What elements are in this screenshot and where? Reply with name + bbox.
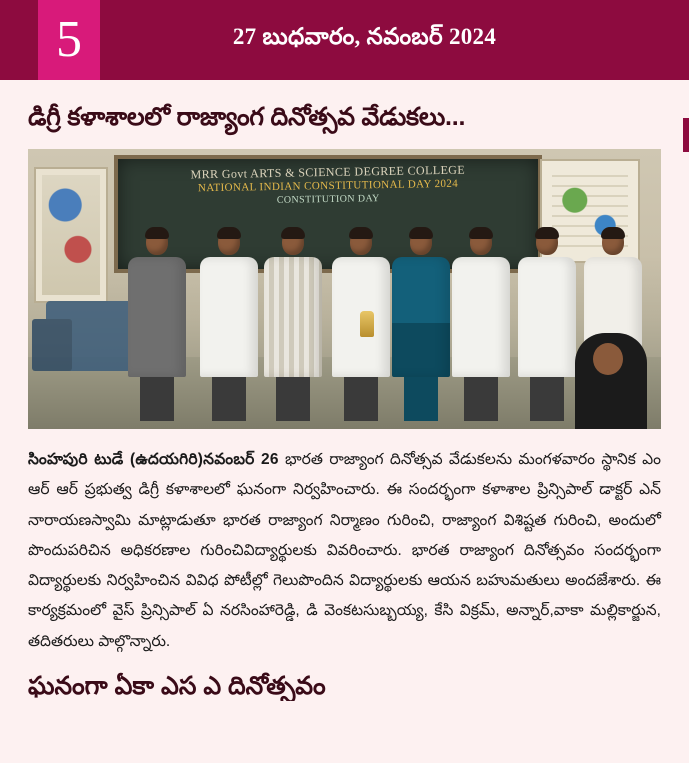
person-legs	[530, 377, 564, 421]
photo-person	[264, 229, 322, 421]
page-edge-mark	[683, 118, 689, 152]
masthead-date: 27 బుధవారం, నవంబర్ 2024	[232, 24, 497, 49]
person-legs	[344, 377, 378, 421]
person-body	[264, 257, 322, 377]
person-body	[200, 257, 258, 377]
photo-person	[518, 229, 576, 421]
page-number-box	[38, 0, 100, 80]
person-hair	[281, 227, 305, 239]
blackboard-text	[118, 156, 539, 211]
article-dateline: సింహపురి టుడే (ఉదయగిరి)నవంబర్ 26	[28, 451, 279, 469]
person-head	[282, 229, 304, 255]
person-head	[602, 229, 624, 255]
person-hair	[535, 227, 559, 239]
photo-person	[200, 229, 258, 421]
person-head	[410, 229, 432, 255]
person-body	[452, 257, 510, 377]
person-legs	[464, 377, 498, 421]
person-body	[392, 257, 450, 377]
next-article-headline: ఘనంగా ఏకా ఎస ఎ దినోత్సవం	[28, 671, 326, 700]
person-head	[536, 229, 558, 255]
person-hair	[217, 227, 241, 239]
photo-scene	[28, 149, 661, 429]
photo-wall-poster	[34, 167, 108, 303]
blackboard-line-2: NATIONAL INDIAN CONSTITUTIONAL DAY 2024	[197, 177, 459, 195]
person-legs	[212, 377, 246, 421]
person-legs	[276, 377, 310, 421]
article-body	[28, 445, 661, 657]
person-hair	[601, 227, 625, 239]
article-container	[0, 80, 689, 701]
person-legs	[404, 377, 438, 421]
person-legs	[140, 377, 174, 421]
article-photo	[28, 149, 661, 429]
person-hair	[409, 227, 433, 239]
person-body	[128, 257, 186, 377]
blackboard-line-1: MRR Govt ARTS & SCIENCE DEGREE COLLEGE	[190, 162, 466, 182]
article-headline: డిగ్రీ కళాశాలలో రాజ్యాంగ దినోత్సవ వేడుకలు...	[28, 103, 466, 131]
person-head	[350, 229, 372, 255]
page-number: 5	[56, 11, 82, 68]
memento-trophy	[360, 311, 374, 337]
masthead	[0, 0, 689, 80]
person-hair	[349, 227, 373, 239]
person-hair	[469, 227, 493, 239]
person-head	[218, 229, 240, 255]
photo-person	[452, 229, 510, 421]
person-body	[518, 257, 576, 377]
photo-person-awardee	[392, 229, 450, 421]
blackboard-line-3: CONSTITUTION DAY	[276, 193, 380, 207]
person-hair	[145, 227, 169, 239]
photo-person	[128, 229, 186, 421]
person-head	[470, 229, 492, 255]
article-text: భారత రాజ్యాంగ దినోత్సవ వేడుకలను మంగళవారం స్థానిక ఎం ఆర్ ఆర్ ప్రభుత్వ డిగ్రీ కళాశాలలో ఘనంగా నిర్వహించారు. ఈ సందర్భంగా కళాశాల ప్రిన్సిపాల్ డాక్టర్ ఎన్ నారాయణస్వామి మాట్లాడుతూ భారత రాజ్యాంగ నిర్మాణం గురించి, రాజ్యాంగ విశిష్టత గురించి, అందులో పొందుపరిచిన అధికరణాల గురించివిద్యార్థులకు వివరించారు. భారత రాజ్యాంగ దినోత్సవం సందర్భంగా విద్యార్థులకు నిర్వహించిన వివిధ పోటీల్లో గెలుపొందిన విద్యార్థులకు ఆయన బహుమతులు అందజేశారు. ఈ కార్యక్రమంలో వైస్ ప్రిన్సిపాల్ ఏ నరసింహారెడ్డి, డి వెంకటసుబ్బయ్య, కేసి విక్రమ్, అన్నార్,వాకా మల్లికార్జున, తదితరులు పాల్గొన్నారు.	[28, 451, 661, 650]
person-head	[146, 229, 168, 255]
photo-seated-student	[575, 333, 647, 429]
